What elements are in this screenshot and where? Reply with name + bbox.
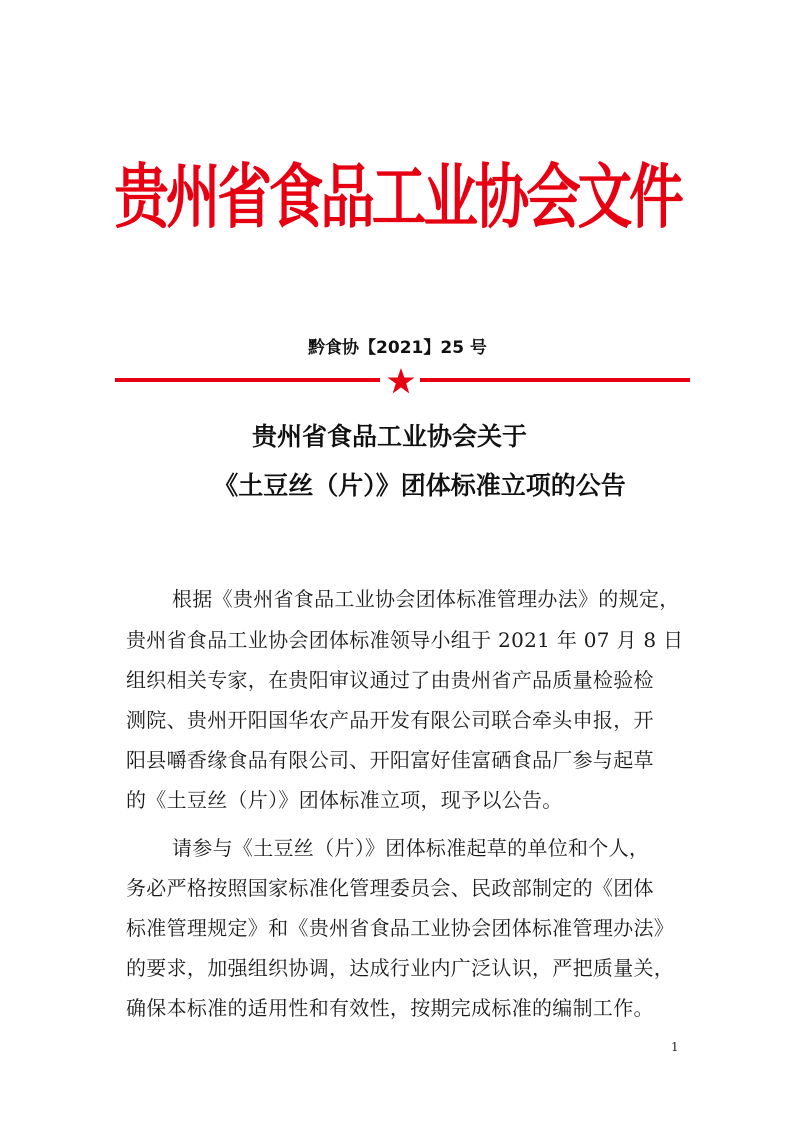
body-line: 组织相关专家，在贵阳审议通过了由贵州省产品质量检验检 xyxy=(126,668,654,692)
divider-line-left xyxy=(115,378,380,382)
notice-title-line-1: 贵州省食品工业协会关于 xyxy=(251,422,527,451)
body-line: 测院、贵州开阳国华农产品开发有限公司联合牵头申报，开 xyxy=(126,708,654,732)
body-line: 标准管理规定》和《贵州省食品工业协会团体标准管理办法》 xyxy=(126,916,675,940)
body-line: 确保本标准的适用性和有效性，按期完成标准的编制工作。 xyxy=(126,996,654,1020)
body-line: 的《土豆丝（片）》团体标准立项，现予以公告。 xyxy=(126,788,563,812)
divider-line-right xyxy=(420,378,690,382)
document-number: 黔食协【2021】25 号 xyxy=(308,338,487,358)
body-line: 贵州省食品工业协会团体标准领导小组于 2021 年 07 月 8 日 xyxy=(126,628,684,652)
page-number: 1 xyxy=(671,1040,679,1054)
body-line: 请参与《土豆丝（片）》团体标准起草的单位和个人， xyxy=(172,836,650,860)
red-star-icon xyxy=(387,368,415,394)
notice-title-line-2: 《土豆丝（片）》团体标准立项的公告 xyxy=(213,471,626,500)
document-header-title: 贵州省食品工业协会文件 xyxy=(114,155,681,238)
body-line: 阳县嚼香缘食品有限公司、开阳富好佳富硒食品厂参与起草 xyxy=(126,748,654,772)
red-divider xyxy=(115,368,690,394)
body-line: 的要求，加强组织协调，达成行业内广泛认识，严把质量关， xyxy=(126,956,675,980)
body-line: 务必严格按照国家标准化管理委员会、民政部制定的《团体 xyxy=(126,876,654,900)
body-line: 根据《贵州省食品工业协会团体标准管理办法》的规定， xyxy=(172,587,680,611)
